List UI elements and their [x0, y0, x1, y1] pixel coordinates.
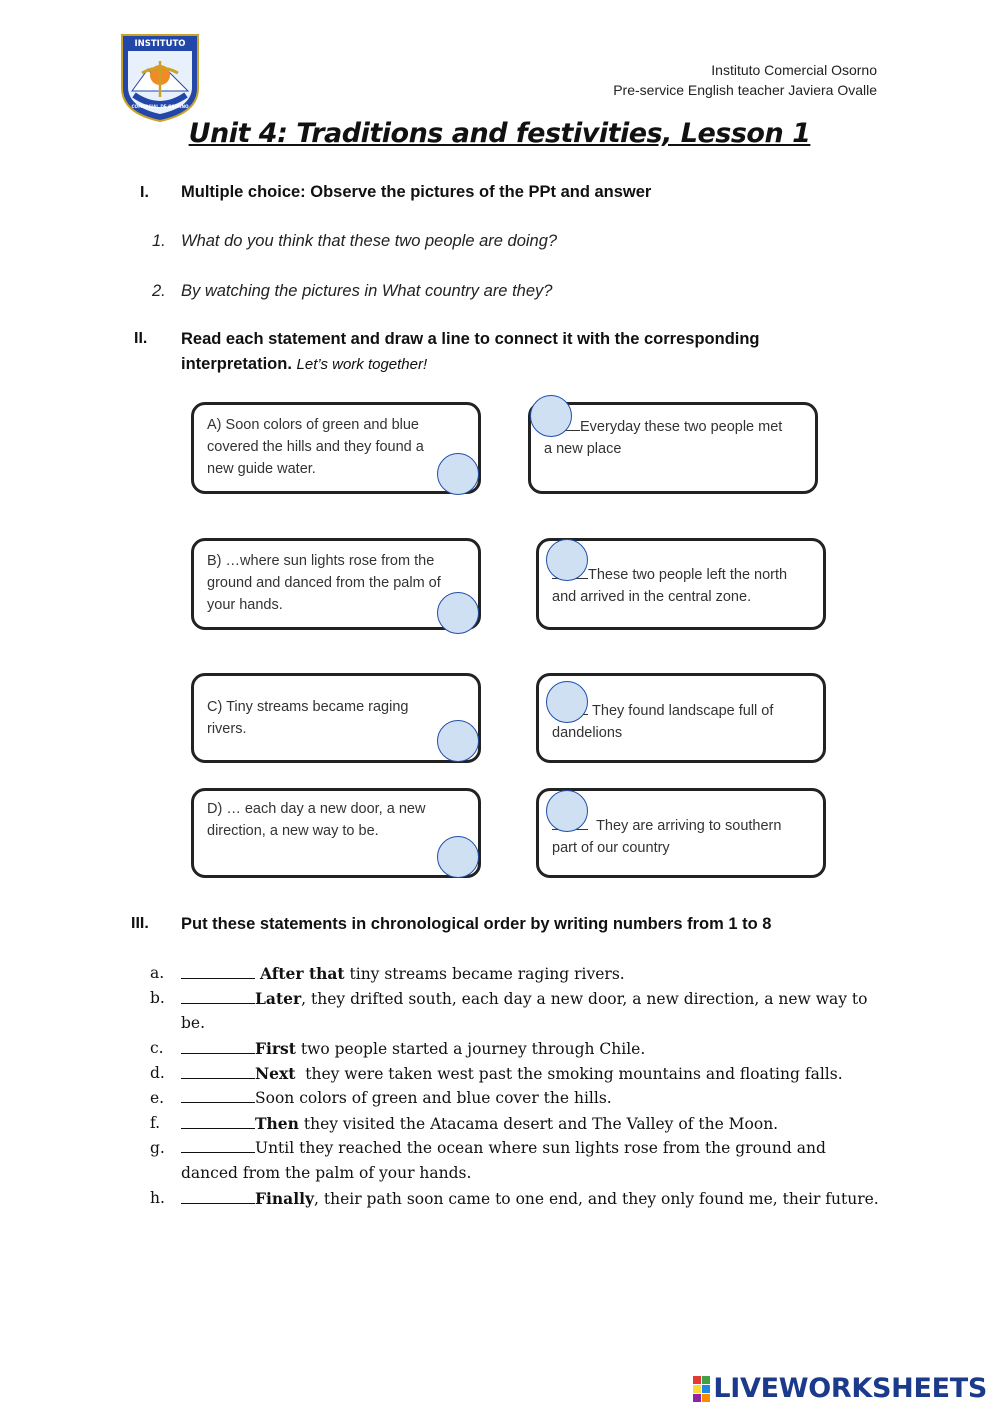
statement-b-text: B) …where sun lights rose from the ground and danced from the palm of your hands.: [207, 553, 441, 613]
order-blank-h[interactable]: [181, 1190, 255, 1204]
section3-number: III.: [131, 915, 149, 932]
liveworksheets-logo-icon: [693, 1376, 710, 1402]
connect-point-c[interactable]: [437, 720, 479, 762]
order-blank-b[interactable]: [181, 990, 255, 1004]
connect-point-d[interactable]: [437, 836, 479, 878]
logo-top-text: INSTITUTO: [134, 39, 186, 49]
statement-d-text: D) … each day a new door, a new direction, a new way to be.: [207, 801, 426, 839]
order-blank-a[interactable]: [181, 965, 255, 979]
connect-point-4[interactable]: [546, 790, 588, 832]
section2-heading-bold: interpretation.: [181, 355, 292, 373]
liveworksheets-brand: [693, 1373, 987, 1404]
interpretation-3-text: They found landscape full of dandelions: [552, 700, 773, 744]
question2-text: By watching the pictures in What country are they?: [181, 282, 553, 300]
section1-number: I.: [140, 184, 149, 201]
interpretation-2-text: These two people left the north and arrived in the central zone.: [552, 564, 787, 608]
header-teacher: Pre-service English teacher Javiera Ovalle: [613, 82, 877, 98]
section3-heading: Put these statements in chronological order by writing numbers from 1 to 8: [181, 915, 772, 933]
interpretation-4-text: They are arriving to southern part of our country: [552, 815, 781, 859]
header-institution: Instituto Comercial Osorno: [711, 62, 877, 78]
order-blank-e[interactable]: [181, 1089, 255, 1103]
order-blank-c[interactable]: [181, 1040, 255, 1054]
order-blank-d[interactable]: [181, 1065, 255, 1079]
logo-bottom-text: COMERCIAL DE OSORNO: [131, 104, 189, 109]
page-title: Unit 4: Traditions and festivities, Lesson 1: [188, 118, 811, 149]
section2-heading-line1: Read each statement and draw a line to connect it with the corresponding: [181, 330, 760, 348]
statement-a-text: A) Soon colors of green and blue covered the hills and they found a new guide water.: [207, 417, 424, 477]
section2-number: II.: [134, 330, 148, 347]
connect-point-a[interactable]: [437, 453, 479, 495]
interpretation-1-text: Everyday these two people met a new place: [544, 416, 782, 460]
connect-point-2[interactable]: [546, 539, 588, 581]
section1-heading: Multiple choice: Observe the pictures of the PPt and answer: [181, 183, 652, 201]
question1-number: 1.: [152, 232, 166, 250]
ordering-list: a. After that tiny streams became raging rivers. b. Later, they drifted south, each day a new door, a new direction, a new way to be. c. First two people started a journey through Chile. d. Next they were taken west past the smoking mountains and floating falls. e. Soon colors of green and blue cover the hills. f. Then they visited the Atacama desert and The Valley of the Moon. g. Until they reached the ocean where sun lights rose from the ground and danced from the palm of your hands. h. Finally, their path soon came to one end, and they only found me, their future.: [150, 964, 879, 1208]
question1-text: What do you think that these two people are doing?: [181, 232, 558, 250]
connect-point-1[interactable]: [530, 395, 572, 437]
liveworksheets-text: LIVEWORKSHEETS: [713, 1373, 987, 1404]
school-logo: [120, 33, 200, 123]
section2-heading-italic: Let’s work together!: [296, 356, 428, 373]
question2-number: 2.: [152, 282, 166, 300]
order-blank-g[interactable]: [181, 1139, 255, 1153]
section2-heading-line2: [181, 352, 427, 377]
connect-point-3[interactable]: [546, 681, 588, 723]
connect-point-b[interactable]: [437, 592, 479, 634]
order-blank-f[interactable]: [181, 1115, 255, 1129]
statement-c-text: C) Tiny streams became raging rivers.: [207, 699, 409, 737]
